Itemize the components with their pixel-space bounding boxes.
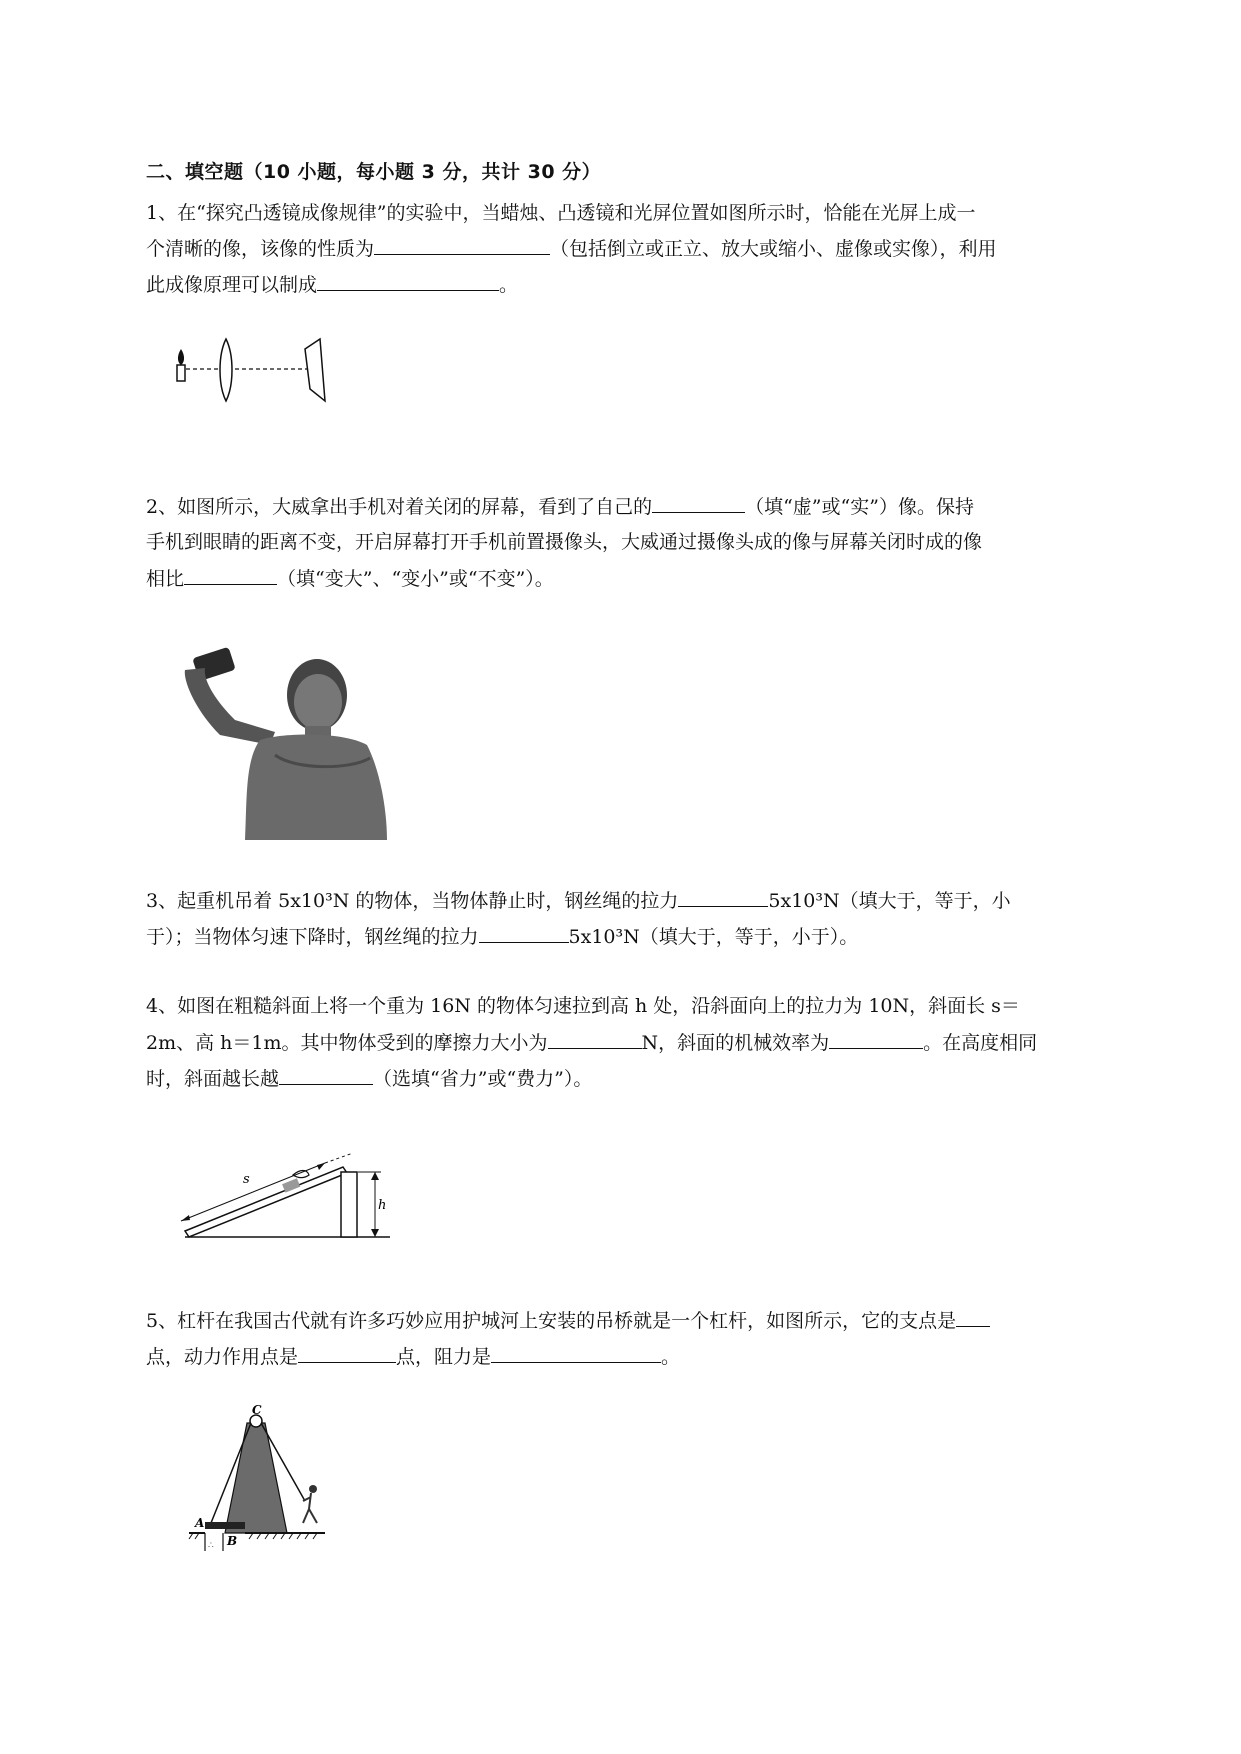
bridge-plate-icon xyxy=(205,1522,245,1529)
light-screen-icon xyxy=(305,339,325,401)
q3-text: 5x10³N（填大于，等于，小 xyxy=(768,890,1011,912)
incline-label-s: s xyxy=(243,1172,250,1187)
incline-label-h: h xyxy=(378,1198,387,1213)
lever-label-b: B xyxy=(227,1534,238,1548)
q3-blank-1[interactable] xyxy=(678,888,768,907)
q4-text: N，斜面的机械效率为 xyxy=(641,1032,830,1054)
q4-line3 xyxy=(146,1066,592,1091)
q1-blank-2[interactable] xyxy=(317,272,499,291)
tower-icon xyxy=(225,1423,287,1533)
q3-text: 5x10³N（填大于，等于，小于）。 xyxy=(568,926,859,948)
q1-line3 xyxy=(146,272,518,297)
q2-line2: 手机到眼睛的距离不变，开启屏幕打开手机前置摄像头，大威通过摄像头成的像与屏幕关闭时成的像 xyxy=(146,531,983,553)
q2-line1 xyxy=(146,494,974,519)
q5-text: 点，动力作用点是 xyxy=(146,1346,299,1368)
q3-text: 于）；当物体匀速下降时，钢丝绳的拉力 xyxy=(146,926,479,948)
q5-blank-3[interactable] xyxy=(491,1344,661,1363)
q3-text: 3、起重机吊着 5x10³N 的物体，当物体静止时，钢丝绳的拉力 xyxy=(146,890,679,912)
q2-text: 2、如图所示，大威拿出手机对着关闭的屏幕，看到了自己的 xyxy=(146,496,653,518)
q5-line2 xyxy=(146,1344,680,1369)
selfie-photo-figure xyxy=(175,640,390,840)
q5-line1 xyxy=(146,1308,990,1333)
q4-line1: 4、如图在粗糙斜面上将一个重为 16N 的物体匀速拉到高 h 处，沿斜面向上的拉力为 10N，斜面长 s＝ xyxy=(146,995,1020,1017)
q5-text: 5、杠杆在我国古代就有许多巧妙应用护城河上安装的吊桥就是一个杠杆，如图所示，它的支点是 xyxy=(146,1310,957,1332)
lever-label-c: C xyxy=(252,1405,262,1417)
q3-line1 xyxy=(146,888,1011,913)
q3-line2 xyxy=(146,924,858,949)
q1-line2 xyxy=(146,236,997,261)
q2-blank-1[interactable] xyxy=(652,494,745,513)
q4-text: 时，斜面越长越 xyxy=(146,1068,280,1090)
q1-text: 此成像原理可以制成 xyxy=(146,274,318,296)
section-heading: 二、填空题（10 小题，每小题 3 分，共计 30 分） xyxy=(146,161,602,183)
person-icon xyxy=(309,1485,317,1493)
convex-lens-icon xyxy=(220,339,232,401)
q1-text: 。 xyxy=(499,274,519,296)
q5-blank-1[interactable] xyxy=(956,1308,990,1327)
q4-blank-2[interactable] xyxy=(829,1030,923,1049)
q4-line2 xyxy=(146,1030,1037,1055)
inclined-plane-figure xyxy=(175,1145,395,1240)
lever-label-a: A xyxy=(195,1516,205,1530)
q2-text: （填“变大”、“变小”或“不变”）。 xyxy=(277,568,554,590)
q4-text: 2m、高 h＝1m。其中物体受到的摩擦力大小为 xyxy=(146,1032,548,1054)
q1-line1: 1、在“探究凸透镜成像规律”的实验中，当蜡烛、凸透镜和光屏位置如图所示时，恰能在光屏上成一 xyxy=(146,202,976,224)
moat-water-icon: ∴ xyxy=(208,1541,214,1551)
hand-icon xyxy=(293,1171,309,1178)
q4-text: （选填“省力”或“费力”）。 xyxy=(373,1068,593,1090)
q5-blank-2[interactable] xyxy=(298,1344,396,1363)
q2-text: （填“虚”或“实”）像。保持 xyxy=(745,496,974,518)
q4-blank-3[interactable] xyxy=(279,1066,373,1085)
lens-experiment-figure xyxy=(170,335,340,405)
q4-text: 。在高度相同 xyxy=(923,1032,1038,1054)
q5-text: 。 xyxy=(661,1346,681,1368)
q1-text: （包括倒立或正立、放大或缩小、虚像或实像），利用 xyxy=(550,238,997,260)
drawbridge-lever-figure xyxy=(175,1405,365,1555)
q4-blank-1[interactable] xyxy=(548,1030,642,1049)
q2-text: 相比 xyxy=(146,568,185,590)
q2-line3 xyxy=(146,566,554,591)
flame-icon xyxy=(178,349,184,365)
q3-blank-2[interactable] xyxy=(479,924,569,943)
q1-text: 个清晰的像，该像的性质为 xyxy=(146,238,375,260)
candle-icon xyxy=(177,365,185,381)
q2-blank-2[interactable] xyxy=(184,566,277,585)
q5-text: 点，阻力是 xyxy=(396,1346,492,1368)
q1-blank-1[interactable] xyxy=(374,236,550,255)
